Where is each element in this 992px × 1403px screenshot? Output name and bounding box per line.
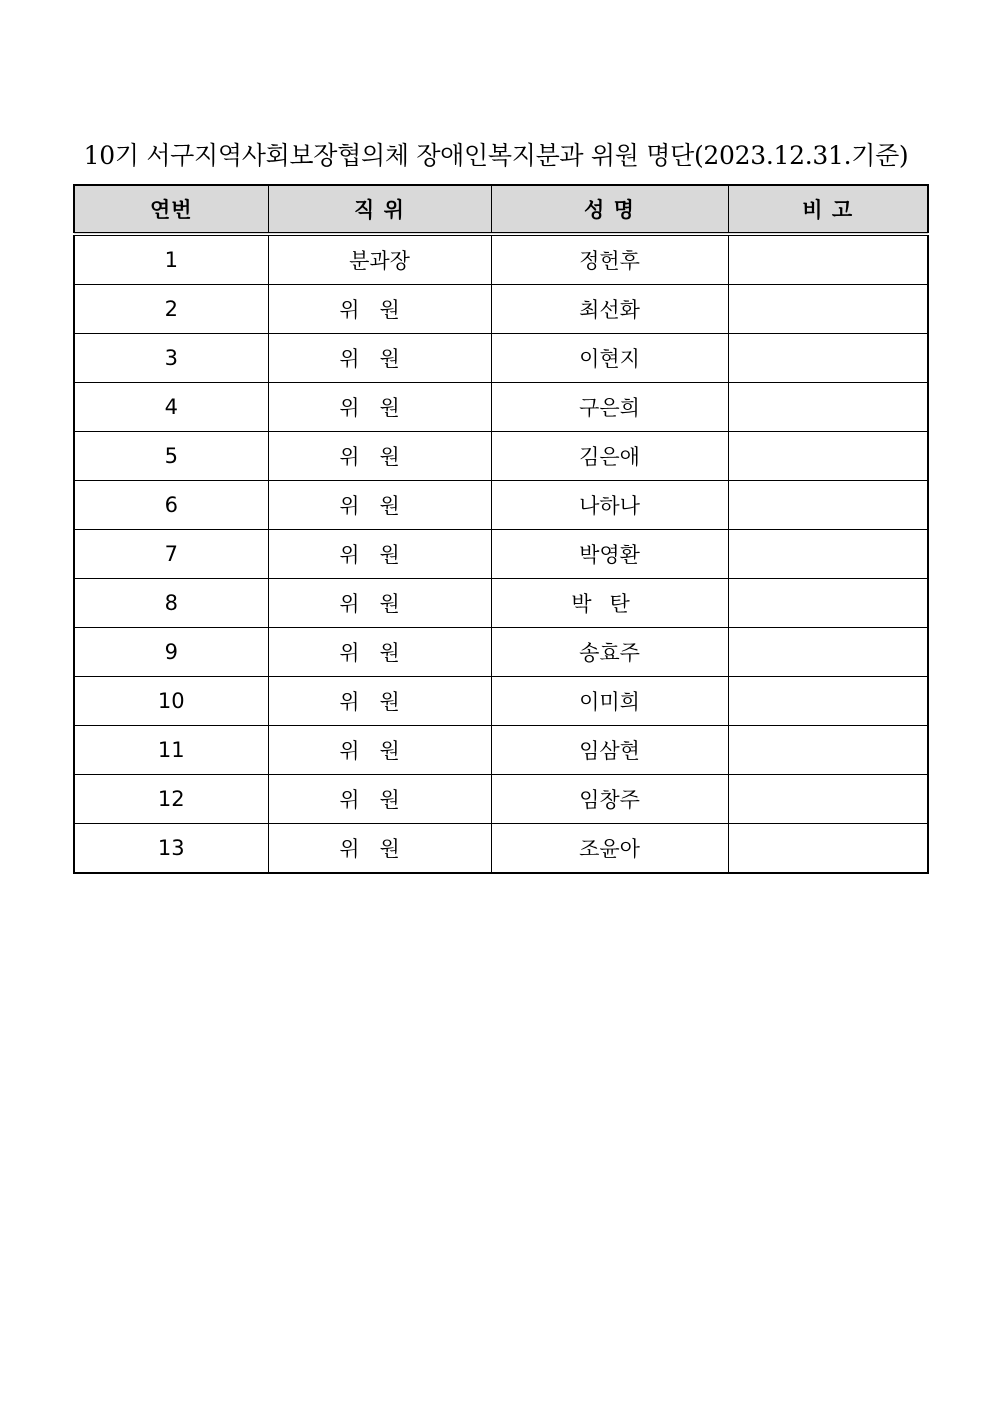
cell-position: 위원 bbox=[268, 285, 491, 334]
cell-position: 위원 bbox=[268, 334, 491, 383]
cell-number: 2 bbox=[74, 285, 268, 334]
cell-number: 11 bbox=[74, 726, 268, 775]
table-row bbox=[74, 628, 928, 677]
cell-note bbox=[728, 383, 928, 432]
cell-position: 위원 bbox=[268, 824, 491, 874]
cell-position: 위원 bbox=[268, 775, 491, 824]
cell-position: 위원 bbox=[268, 530, 491, 579]
cell-name: 송효주 bbox=[491, 628, 728, 677]
header-name: 성 명 bbox=[491, 185, 728, 234]
cell-position: 위원 bbox=[268, 481, 491, 530]
document-title: 10기 서구지역사회보장협의체 장애인복지분과 위원 명단(2023.12.31.기준) bbox=[83, 141, 909, 170]
member-roster-table bbox=[73, 184, 929, 874]
cell-number: 8 bbox=[74, 579, 268, 628]
table-row bbox=[74, 383, 928, 432]
cell-note bbox=[728, 234, 928, 285]
cell-name: 이미희 bbox=[491, 677, 728, 726]
cell-note bbox=[728, 775, 928, 824]
cell-position: 위원 bbox=[268, 579, 491, 628]
cell-note bbox=[728, 334, 928, 383]
header-number: 연번 bbox=[74, 185, 268, 234]
cell-number: 10 bbox=[74, 677, 268, 726]
cell-name: 정헌후 bbox=[491, 234, 728, 285]
table-row bbox=[74, 481, 928, 530]
cell-note bbox=[728, 677, 928, 726]
table-row bbox=[74, 285, 928, 334]
header-position: 직 위 bbox=[268, 185, 491, 234]
cell-position: 위원 bbox=[268, 677, 491, 726]
cell-name: 임삼현 bbox=[491, 726, 728, 775]
cell-position: 위원 bbox=[268, 432, 491, 481]
cell-name: 박탄 bbox=[491, 579, 728, 628]
cell-number: 4 bbox=[74, 383, 268, 432]
cell-name: 박영환 bbox=[491, 530, 728, 579]
cell-note bbox=[728, 726, 928, 775]
table-row bbox=[74, 726, 928, 775]
cell-note bbox=[728, 628, 928, 677]
cell-note bbox=[728, 530, 928, 579]
cell-number: 9 bbox=[74, 628, 268, 677]
cell-note bbox=[728, 432, 928, 481]
cell-number: 7 bbox=[74, 530, 268, 579]
cell-note bbox=[728, 481, 928, 530]
cell-number: 1 bbox=[74, 234, 268, 285]
table-header-row bbox=[74, 185, 928, 234]
table-row bbox=[74, 824, 928, 874]
cell-number: 3 bbox=[74, 334, 268, 383]
table-row bbox=[74, 775, 928, 824]
cell-note bbox=[728, 285, 928, 334]
table-row bbox=[74, 530, 928, 579]
cell-position: 위원 bbox=[268, 726, 491, 775]
table-row bbox=[74, 234, 928, 285]
table-row bbox=[74, 334, 928, 383]
cell-name: 김은애 bbox=[491, 432, 728, 481]
cell-position: 위원 bbox=[268, 628, 491, 677]
cell-note bbox=[728, 824, 928, 874]
cell-position: 분과장 bbox=[268, 234, 491, 285]
cell-position: 위원 bbox=[268, 383, 491, 432]
cell-number: 5 bbox=[74, 432, 268, 481]
table-row bbox=[74, 677, 928, 726]
cell-number: 12 bbox=[74, 775, 268, 824]
cell-number: 13 bbox=[74, 824, 268, 874]
cell-name: 이현지 bbox=[491, 334, 728, 383]
cell-name: 구은희 bbox=[491, 383, 728, 432]
cell-name: 나하나 bbox=[491, 481, 728, 530]
table-row bbox=[74, 432, 928, 481]
cell-note bbox=[728, 579, 928, 628]
table-row bbox=[74, 579, 928, 628]
table-body bbox=[74, 234, 928, 873]
header-note: 비 고 bbox=[728, 185, 928, 234]
cell-number: 6 bbox=[74, 481, 268, 530]
cell-name: 임창주 bbox=[491, 775, 728, 824]
cell-name: 최선화 bbox=[491, 285, 728, 334]
cell-name: 조윤아 bbox=[491, 824, 728, 874]
